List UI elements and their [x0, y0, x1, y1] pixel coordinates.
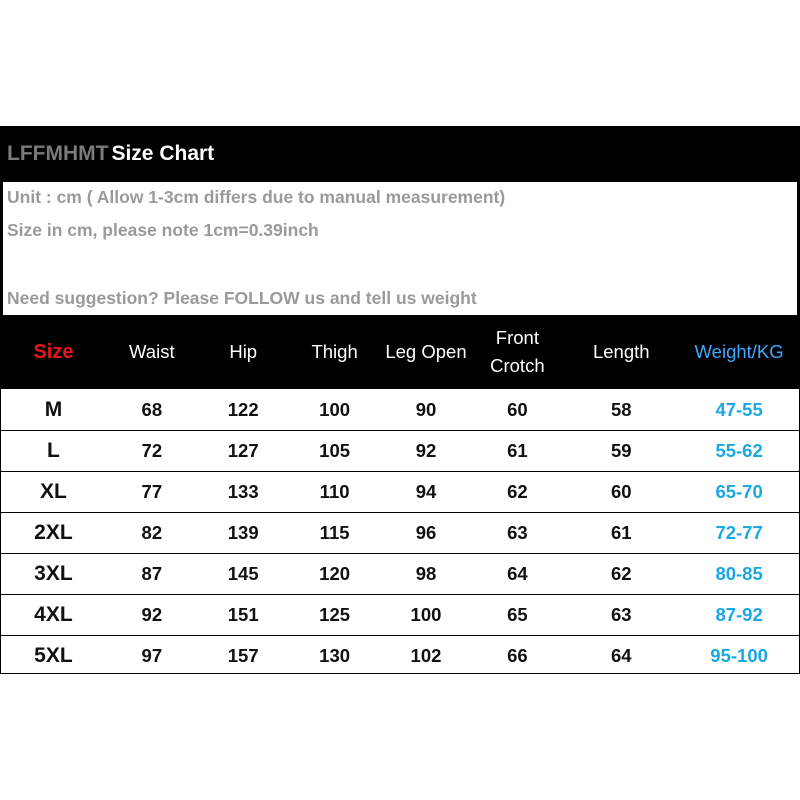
- cell-thigh: 130: [319, 645, 351, 666]
- cell-leg-open: 98: [415, 563, 437, 584]
- table-row: [1, 389, 799, 430]
- cell-weight: 55-62: [715, 440, 763, 461]
- table-row: [1, 635, 799, 676]
- table-row: [1, 594, 799, 635]
- cell-length: 58: [610, 398, 632, 420]
- cell-front-crotch: 65: [507, 604, 528, 625]
- cell-front-crotch: 60: [507, 398, 528, 420]
- notes-section: [1, 182, 799, 315]
- table-body: [1, 389, 799, 674]
- cell-front-crotch: 66: [507, 645, 528, 666]
- cell-size: L: [47, 439, 60, 462]
- cell-length: 61: [610, 522, 632, 543]
- cell-length: 63: [610, 604, 632, 625]
- cell-leg-open: 96: [415, 522, 437, 543]
- cell-front-crotch: 62: [507, 481, 528, 502]
- cell-leg-open: 90: [415, 398, 437, 420]
- cell-length: 62: [610, 563, 632, 584]
- cell-waist: 82: [141, 522, 163, 543]
- cell-front-crotch: 61: [507, 440, 528, 461]
- cell-hip: 122: [227, 398, 259, 420]
- header-front-crotch-line1: Front: [495, 327, 539, 348]
- cell-waist: 87: [141, 563, 163, 584]
- table-row: [1, 471, 799, 512]
- table-header: [1, 315, 799, 389]
- cell-thigh: 100: [319, 398, 351, 420]
- cell-thigh: 125: [319, 604, 351, 625]
- cell-weight: 47-55: [715, 398, 763, 420]
- cell-leg-open: 94: [415, 481, 437, 502]
- cell-weight: 87-92: [715, 604, 763, 625]
- cell-leg-open: 92: [415, 440, 437, 461]
- cell-thigh: 105: [319, 440, 351, 461]
- cell-waist: 72: [141, 440, 163, 461]
- cell-leg-open: 100: [410, 604, 442, 625]
- cell-hip: 127: [227, 440, 259, 461]
- cell-size: M: [44, 397, 63, 421]
- cell-thigh: 120: [319, 563, 351, 584]
- size-chart: [0, 126, 800, 674]
- header-length: Length: [592, 341, 650, 362]
- cell-front-crotch: 63: [507, 522, 528, 543]
- cell-length: 59: [610, 440, 632, 461]
- cell-length: 64: [610, 645, 632, 666]
- cell-thigh: 115: [319, 522, 350, 543]
- conversion-note: Size in cm, please note 1cm=0.39inch: [7, 220, 319, 240]
- table-row: [1, 430, 799, 471]
- cell-weight: 65-70: [715, 481, 763, 502]
- cell-hip: 139: [227, 522, 259, 543]
- header-thigh: Thigh: [311, 341, 358, 362]
- title-bar: [1, 126, 799, 182]
- brand-name: LFFMHMT: [7, 142, 109, 165]
- header-front-crotch: [471, 324, 563, 380]
- header-size: Size: [33, 341, 74, 363]
- header-leg-open: Leg Open: [385, 341, 467, 362]
- cell-size: 2XL: [34, 521, 73, 544]
- cell-weight: 95-100: [710, 645, 768, 666]
- header-weight: Weight/KG: [694, 341, 784, 362]
- table-row: [1, 553, 799, 594]
- cell-length: 60: [610, 481, 632, 502]
- cell-waist: 92: [141, 604, 163, 625]
- header-waist: Waist: [129, 341, 175, 362]
- table-row: [1, 512, 799, 553]
- cell-hip: 133: [227, 481, 259, 502]
- cell-waist: 97: [141, 645, 163, 666]
- cell-front-crotch: 64: [507, 563, 528, 584]
- chart-title: Size Chart: [111, 142, 215, 165]
- cell-thigh: 110: [319, 481, 350, 502]
- cell-hip: 151: [227, 604, 259, 625]
- unit-note: Unit : cm ( Allow 1-3cm differs due to manual measurement): [7, 187, 506, 207]
- header-front-crotch-line2: Crotch: [490, 355, 545, 376]
- suggestion-note: Need suggestion? Please FOLLOW us and tell us weight: [7, 288, 477, 308]
- cell-hip: 157: [227, 645, 259, 666]
- cell-size: 5XL: [34, 644, 73, 667]
- cell-waist: 68: [141, 398, 163, 420]
- cell-weight: 80-85: [715, 563, 763, 584]
- header-hip: Hip: [229, 341, 258, 362]
- cell-weight: 72-77: [715, 522, 763, 543]
- cell-size: 4XL: [34, 603, 73, 626]
- cell-waist: 77: [141, 481, 163, 502]
- cell-leg-open: 102: [410, 645, 442, 666]
- cell-size: XL: [40, 480, 67, 503]
- cell-hip: 145: [227, 563, 259, 584]
- cell-size: 3XL: [34, 562, 73, 585]
